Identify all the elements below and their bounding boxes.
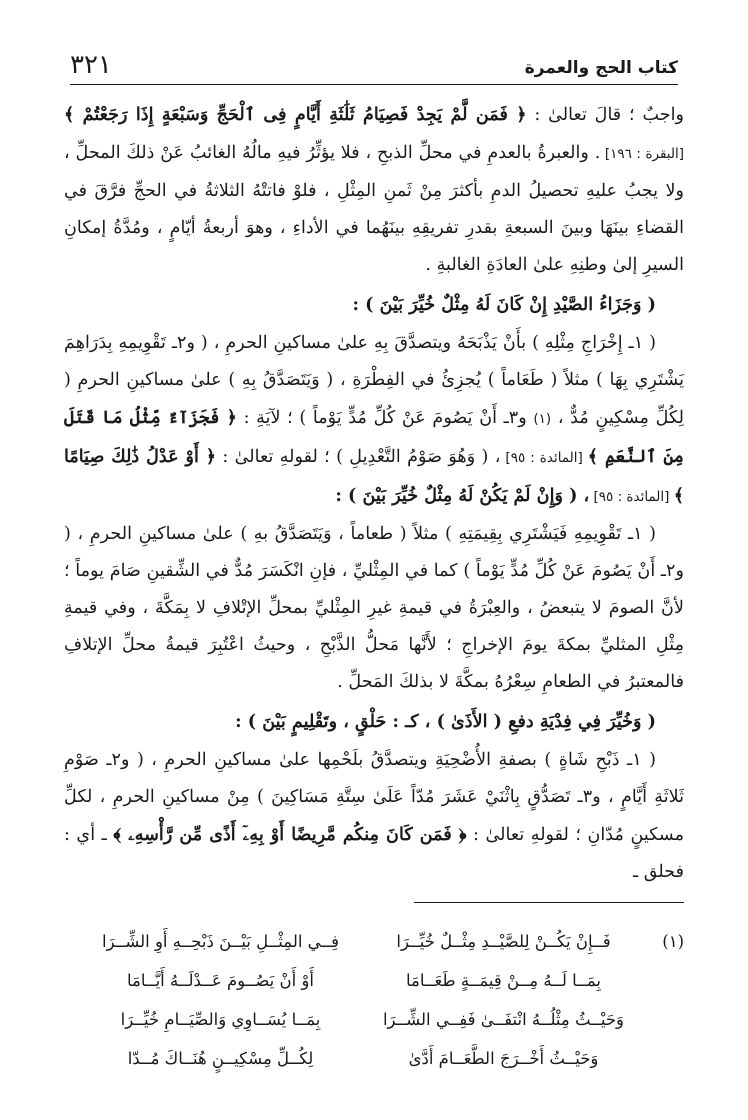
- section-heading-2: ( وَخُيِّرَ فِي فِدْيَةِ دفعِ ( الأَذَىٰ ) ، كـ : حَلْقٍ ، وتَقْلِيمٍ بَيْنَ ) :: [235, 711, 656, 732]
- poem-verse: [100, 961, 624, 1000]
- footnote-divider: [414, 902, 684, 903]
- page-number: ٣٢١: [70, 50, 112, 80]
- quran-verse: ﴿ أَوْ عَدْلُ ذَٰلِكَ صِيَامًا ﴾: [64, 446, 684, 506]
- poem-verse: [100, 922, 624, 961]
- poem-verse: [100, 1000, 624, 1039]
- verse-reference: [المائدة : ٩٥]: [500, 450, 588, 466]
- book-title: كتاب الحج والعمرة: [524, 58, 678, 78]
- footnote-poem: [100, 922, 624, 1078]
- quran-verse: ﴿ فَمَن لَّمْ يَجِدْ فَصِيَامُ ثَلَٰثَةِ أَيَّامٍ فِى ٱلْحَجِّ وَسَبْعَةٍ إِذَا رَجَعْتُمْ ﴾: [64, 104, 527, 125]
- quran-verse: ﴿ فَمَن كَانَ مِنكُم مَّرِيضًا أَوْ بِهِۦٓ أَذًى مِّن رَّأْسِهِۦ ﴾: [113, 824, 467, 845]
- paragraph-4: ( ١ـ ذَبْحِ شَاةٍ ) بصفةِ الأُضْحِيَةِ ويتصدَّقُ بلَحْمِها علىٰ مساكينِ الحرمِ ، ( و٢ـ صَوْمِ ثَلاثَةِ أَيَّامٍ ، و٣ـ تَصَدُّقٍ بِاثْنَيْ عَشَرَ مُدّاً عَلَىٰ سِتَّةِ مَسَاكِينَ ) مِنْ مساكينِ الحرمِ ، لكلِّ مسكينٍ مُدّانِ ؛ لقولهِ تعالىٰ : ﴿ فَمَن كَانَ مِنكُم مَّرِيضًا أَوْ بِهِۦٓ أَذًى مِّن رَّأْسِهِۦ ﴾ ـ أي : فحلق ـ: [64, 750, 684, 882]
- poem-hemistich-left: فِــي المِثْــلِ بَيْــنَ ذَبْحِــهِ أَوِ الشِّــرَا: [102, 932, 339, 951]
- poem-hemistich-right: وَحَيْــثُ مِثْلُــهُ انْتفَــىٰ فَفِــي الشِّــرَا: [382, 1010, 624, 1029]
- footnote-reference[interactable]: (١): [533, 411, 552, 427]
- footnote-marker: (١): [662, 932, 684, 951]
- quran-verse: ﴿ فَجَزَآءٌ مِّثْلُ مَا قَتَلَ مِنَ ٱلنَّعَمِ ﴾: [64, 407, 684, 467]
- paragraph-3: ( ١ـ تَقْوِيمِهِ فَيَشْتَرِي بِقِيمَتِهِ ) مثلاً ( طعاماً ، وَيَتَصَدَّقُ بهِ ) علىٰ مساكينِ الحرمِ ، ( و٢ـ أَنْ يَصُومَ عَنْ كُلِّ مُدٍّ يَوْماً ) كما في المِثْليِّ ، فإنِ انْكَسَرَ مُدٌّ في الشِّقينِ صَامَ يوماً ؛ لأنَّ الصومَ لا يتبعضُ ، والعِبْرَةُ في قيمةِ غيرِ المِثْليِّ بمحلِّ الإتْلافِ لا بِمَكَّةَ ، وفي قيمةِ مِثْلِ المثليِّ بمكةَ يومَ الإخراجِ ؛ لأَنَّها مَحلُّ الذَّبْحِ ، وحيثُ اعْتُبِرَ قيمةُ محلِّ الإتلافِ فالمعتبرُ في الطعامِ سِعْرُهُ بمكَّةَ لا بذلكَ المَحلِّ .: [64, 524, 684, 692]
- poem-hemistich-left: بِمَــا يُسَــاوِي وَالصِّيَــامِ خُيِّــرَا: [120, 1010, 321, 1029]
- paragraph-2: ( ١ـ إِخْرَاجِ مِثْلِهِ ) بأَنْ يَذْبَحَهُ ويتصدَّقَ بِهِ علىٰ مساكينِ الحرمِ ، ( و٢ـ تَقْوِيمِهِ بِدَرَاهِمَ يَشْتَرِي بِهَا ) مثلاً ( طَعَاماً ) يُجزِئُ في الفِطْرَةِ ، ( وَيَتَصَدَّقُ بِهِ ) علىٰ مساكينِ الحرمِ ( لِكُلِّ مِسْكِينٍ مُدٌّ ، (١) و٣ـ أَنْ يَصُومَ عَنْ كُلِّ مُدٍّ يَوْماً ) ؛ لآيَةِ : ﴿ فَجَزَآءٌ مِّثْلُ مَا قَتَلَ مِنَ ٱلنَّعَمِ ﴾ [المائدة : ٩٥] ، ( وَهُوَ صَوْمُ التَّعْدِيلِ ) ؛ لقولهِ تعالىٰ : ﴿ أَوْ عَدْلُ ذَٰلِكَ صِيَامًا ﴾ [المائدة : ٩٥] ، ( وَإِنْ لَمْ يَكُنْ لَهُ مِثْلٌ خُيِّرَ بَيْنَ ) :: [64, 333, 684, 506]
- poem-hemistich-left: أَوْ أَنْ يَصُــومَ عَــدْلَــهُ أَيَّــامَا: [127, 971, 315, 990]
- poem-hemistich-right: وَحَيْــثُ أَخْــرَجَ الطَّعَــامَ أَدَّىٰ: [408, 1049, 599, 1068]
- poem-hemistich-right: فَــإِنْ يَكُــنْ لِلصَّيْــدِ مِثْــلٌ خُيِّــرَا: [396, 932, 611, 951]
- section-heading-1: ( وَجَزَاءُ الصَّيْدِ إِنْ كَانَ لَهُ مِثْلٌ خُيِّرَ بَيْنَ ) :: [352, 294, 656, 315]
- poem-verse: [100, 1039, 624, 1078]
- poem-hemistich-left: لِكُــلِّ مِسْكِيــنٍ هُنَــاكَ مُــدّا: [127, 1049, 314, 1068]
- poem-hemistich-right: بِمَــا لَــهُ مِــنْ قِيمَــةٍ طَعَــامَا: [405, 971, 601, 990]
- verse-reference: [البقرة : ١٩٦]: [600, 146, 685, 162]
- main-text: [64, 96, 684, 891]
- verse-reference: [المائدة : ٩٥]: [589, 489, 674, 505]
- paragraph-1: واجبٌ ؛ قالَ تعالىٰ : ﴿ فَمَن لَّمْ يَجِدْ فَصِيَامُ ثَلَٰثَةِ أَيَّامٍ فِى ٱلْحَجِّ وَسَبْعَةٍ إِذَا رَجَعْتُمْ ﴾ [البقرة : ١٩٦] . والعبرةُ بالعدمِ في محلِّ الذبحِ ، فلا يؤثِّرُ فيهِ مالُهُ الغائبُ عَنْ ذلكَ المحلِّ ، ولا يجبُ عليهِ تحصيلُ الدمِ بأكثرَ مِنْ ثَمنِ المِثْلِ ، فلوْ فاتتْهُ الثلاثةُ في الحجِّ فرَّقَ في القضاءِ بينَهَا وبينَ السبعةِ بقدرِ تفريقِهِ بينَهُما في الأداءِ ، وهوَ أربعةُ أيّامٍ ، ومُدَّةُ إمكانِ السيرِ إلىٰ وطنِهِ علىٰ العادَةِ الغالبةِ .: [64, 104, 685, 275]
- page-header: [70, 48, 678, 85]
